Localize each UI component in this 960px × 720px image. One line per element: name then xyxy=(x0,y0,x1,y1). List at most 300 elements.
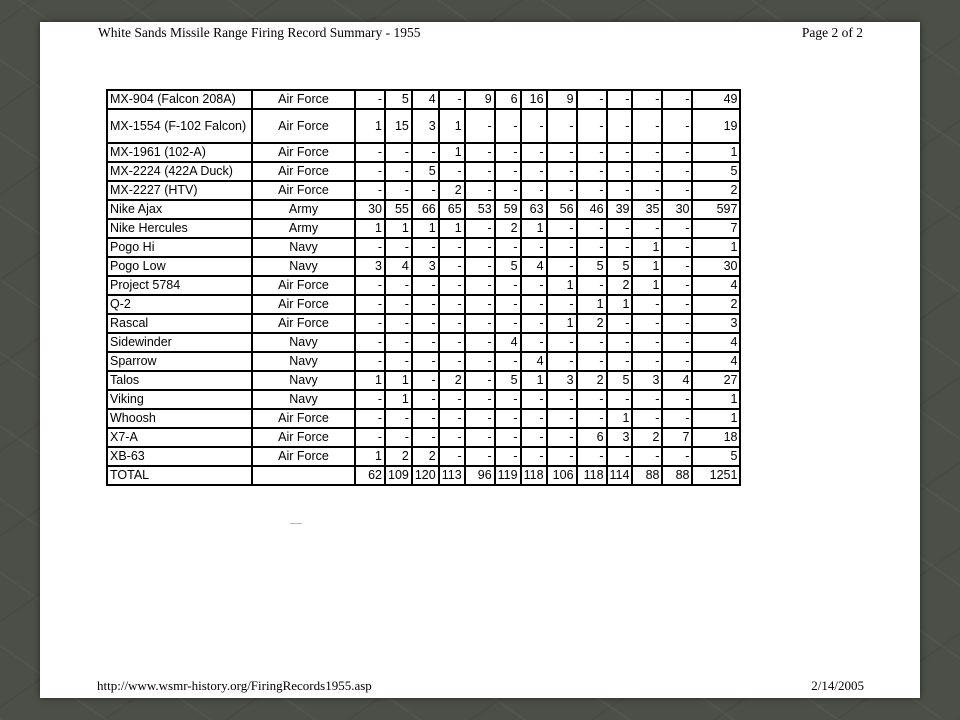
table-row xyxy=(107,371,740,390)
month-count-cell: 1 xyxy=(547,314,577,333)
month-count-cell: - xyxy=(412,295,439,314)
missile-name-cell: MX-1554 (F-102 Falcon) xyxy=(107,109,252,143)
month-count-cell: - xyxy=(521,295,547,314)
month-count-cell: - xyxy=(662,409,692,428)
month-count-cell: - xyxy=(439,257,465,276)
month-count-cell: - xyxy=(607,143,633,162)
month-count-cell: - xyxy=(577,162,607,181)
month-count-cell: 63 xyxy=(521,200,547,219)
month-count-cell: - xyxy=(632,90,662,109)
month-count-cell: - xyxy=(577,276,607,295)
month-count-cell: 1 xyxy=(632,276,662,295)
month-count-cell: - xyxy=(632,447,662,466)
month-count-cell: - xyxy=(607,238,633,257)
service-cell: Navy xyxy=(252,238,355,257)
month-count-cell: 2 xyxy=(577,371,607,390)
row-total-cell: 30 xyxy=(692,257,740,276)
month-count-cell: 3 xyxy=(412,257,439,276)
month-count-cell: - xyxy=(521,390,547,409)
month-count-cell: - xyxy=(577,143,607,162)
month-count-cell: 1 xyxy=(547,276,577,295)
row-total-cell: 5 xyxy=(692,162,740,181)
month-count-cell: - xyxy=(355,295,385,314)
month-count-cell: 2 xyxy=(385,447,412,466)
service-cell: Air Force xyxy=(252,428,355,447)
month-count-cell: - xyxy=(607,181,633,200)
month-count-cell: - xyxy=(412,390,439,409)
month-count-cell: 120 xyxy=(412,466,439,485)
service-cell xyxy=(252,466,355,485)
service-cell: Air Force xyxy=(252,181,355,200)
missile-name-cell: MX-2224 (422A Duck) xyxy=(107,162,252,181)
month-count-cell: - xyxy=(547,352,577,371)
month-count-cell: - xyxy=(495,447,521,466)
month-count-cell: - xyxy=(547,162,577,181)
month-count-cell: - xyxy=(495,428,521,447)
document-page xyxy=(40,22,920,698)
month-count-cell: - xyxy=(465,295,495,314)
table-row xyxy=(107,276,740,295)
table-row xyxy=(107,428,740,447)
month-count-cell: - xyxy=(385,181,412,200)
row-total-cell: 2 xyxy=(692,181,740,200)
month-count-cell: 1 xyxy=(439,109,465,143)
month-count-cell: - xyxy=(547,409,577,428)
missile-name-cell: Sparrow xyxy=(107,352,252,371)
month-count-cell: - xyxy=(577,352,607,371)
month-count-cell: - xyxy=(632,181,662,200)
month-count-cell: - xyxy=(632,390,662,409)
month-count-cell: - xyxy=(632,333,662,352)
month-count-cell: 4 xyxy=(412,90,439,109)
month-count-cell: - xyxy=(521,181,547,200)
month-count-cell: 118 xyxy=(577,466,607,485)
month-count-cell: 1 xyxy=(355,219,385,238)
month-count-cell: 1 xyxy=(385,390,412,409)
month-count-cell: - xyxy=(355,428,385,447)
month-count-cell: 114 xyxy=(607,466,633,485)
missile-name-cell: X7-A xyxy=(107,428,252,447)
month-count-cell: - xyxy=(439,314,465,333)
month-count-cell: - xyxy=(465,333,495,352)
month-count-cell: 88 xyxy=(662,466,692,485)
month-count-cell: 2 xyxy=(607,276,633,295)
row-total-cell: 4 xyxy=(692,333,740,352)
month-count-cell: 2 xyxy=(439,371,465,390)
month-count-cell: - xyxy=(547,390,577,409)
missile-name-cell: TOTAL xyxy=(107,466,252,485)
month-count-cell: 4 xyxy=(521,352,547,371)
missile-name-cell: Rascal xyxy=(107,314,252,333)
service-cell: Navy xyxy=(252,333,355,352)
row-total-cell: 4 xyxy=(692,276,740,295)
month-count-cell: - xyxy=(465,390,495,409)
missile-name-cell: XB-63 xyxy=(107,447,252,466)
row-total-cell: 2 xyxy=(692,295,740,314)
month-count-cell: 5 xyxy=(607,257,633,276)
month-count-cell: - xyxy=(495,162,521,181)
row-total-cell: 1 xyxy=(692,143,740,162)
month-count-cell: - xyxy=(662,181,692,200)
service-cell: Navy xyxy=(252,257,355,276)
month-count-cell: 62 xyxy=(355,466,385,485)
month-count-cell: - xyxy=(662,390,692,409)
missile-name-cell: MX-1961 (102-A) xyxy=(107,143,252,162)
month-count-cell: 2 xyxy=(577,314,607,333)
month-count-cell: 3 xyxy=(607,428,633,447)
service-cell: Navy xyxy=(252,371,355,390)
month-count-cell: - xyxy=(439,162,465,181)
table-row xyxy=(107,409,740,428)
missile-name-cell: Nike Hercules xyxy=(107,219,252,238)
month-count-cell: - xyxy=(465,181,495,200)
missile-name-cell: Pogo Hi xyxy=(107,238,252,257)
service-cell: Air Force xyxy=(252,162,355,181)
header-page-number: Page 2 of 2 xyxy=(801,25,863,40)
month-count-cell: - xyxy=(465,276,495,295)
table-row xyxy=(107,200,740,219)
row-total-cell: 5 xyxy=(692,447,740,466)
month-count-cell: - xyxy=(577,409,607,428)
month-count-cell: - xyxy=(412,143,439,162)
month-count-cell: 1 xyxy=(521,371,547,390)
month-count-cell: 1 xyxy=(632,238,662,257)
month-count-cell: 2 xyxy=(495,219,521,238)
month-count-cell: - xyxy=(355,314,385,333)
month-count-cell: 1 xyxy=(439,219,465,238)
month-count-cell: - xyxy=(412,333,439,352)
table-row xyxy=(107,333,740,352)
month-count-cell: - xyxy=(355,276,385,295)
month-count-cell: 59 xyxy=(495,200,521,219)
month-count-cell: - xyxy=(355,352,385,371)
month-count-cell: - xyxy=(632,295,662,314)
table-row xyxy=(107,219,740,238)
service-cell: Air Force xyxy=(252,447,355,466)
month-count-cell: 2 xyxy=(412,447,439,466)
month-count-cell: - xyxy=(385,238,412,257)
month-count-cell: - xyxy=(355,162,385,181)
service-cell: Air Force xyxy=(252,90,355,109)
month-count-cell: - xyxy=(547,447,577,466)
month-count-cell: - xyxy=(465,219,495,238)
month-count-cell: - xyxy=(385,352,412,371)
total-row xyxy=(107,466,740,485)
service-cell: Air Force xyxy=(252,409,355,428)
month-count-cell: - xyxy=(607,447,633,466)
month-count-cell: - xyxy=(385,409,412,428)
table-row xyxy=(107,109,740,143)
month-count-cell: - xyxy=(385,143,412,162)
service-cell: Air Force xyxy=(252,314,355,333)
month-count-cell: 1 xyxy=(521,219,547,238)
month-count-cell: 16 xyxy=(521,90,547,109)
month-count-cell: - xyxy=(521,109,547,143)
month-count-cell: - xyxy=(607,314,633,333)
month-count-cell: - xyxy=(632,219,662,238)
month-count-cell: - xyxy=(439,428,465,447)
month-count-cell: 1 xyxy=(385,371,412,390)
month-count-cell: 4 xyxy=(495,333,521,352)
month-count-cell: - xyxy=(495,109,521,143)
service-cell: Air Force xyxy=(252,143,355,162)
month-count-cell: - xyxy=(577,447,607,466)
month-count-cell: - xyxy=(439,295,465,314)
month-count-cell: 5 xyxy=(495,371,521,390)
table-row xyxy=(107,295,740,314)
service-cell: Navy xyxy=(252,390,355,409)
service-cell: Army xyxy=(252,219,355,238)
month-count-cell: - xyxy=(465,238,495,257)
month-count-cell: - xyxy=(412,276,439,295)
month-count-cell: - xyxy=(412,314,439,333)
month-count-cell: 5 xyxy=(577,257,607,276)
row-total-cell: 27 xyxy=(692,371,740,390)
month-count-cell: - xyxy=(662,352,692,371)
month-count-cell: - xyxy=(662,276,692,295)
month-count-cell: - xyxy=(632,409,662,428)
month-count-cell: - xyxy=(439,409,465,428)
row-total-cell: 597 xyxy=(692,200,740,219)
month-count-cell: 1 xyxy=(607,295,633,314)
month-count-cell: - xyxy=(521,143,547,162)
month-count-cell: - xyxy=(439,352,465,371)
month-count-cell: - xyxy=(439,447,465,466)
row-total-cell: 1251 xyxy=(692,466,740,485)
month-count-cell: - xyxy=(495,181,521,200)
month-count-cell: - xyxy=(547,109,577,143)
month-count-cell: 3 xyxy=(355,257,385,276)
month-count-cell: - xyxy=(577,90,607,109)
month-count-cell: 53 xyxy=(465,200,495,219)
month-count-cell: - xyxy=(495,409,521,428)
month-count-cell: - xyxy=(465,257,495,276)
month-count-cell: - xyxy=(385,162,412,181)
month-count-cell: - xyxy=(495,238,521,257)
table-row xyxy=(107,390,740,409)
service-cell: Air Force xyxy=(252,295,355,314)
month-count-cell: - xyxy=(465,314,495,333)
month-count-cell: - xyxy=(632,314,662,333)
table-row xyxy=(107,90,740,109)
table-row xyxy=(107,238,740,257)
row-total-cell: 1 xyxy=(692,409,740,428)
month-count-cell: - xyxy=(465,428,495,447)
month-count-cell: - xyxy=(662,109,692,143)
month-count-cell: - xyxy=(495,276,521,295)
month-count-cell: - xyxy=(495,295,521,314)
month-count-cell: - xyxy=(385,276,412,295)
month-count-cell: - xyxy=(521,409,547,428)
month-count-cell: - xyxy=(465,371,495,390)
missile-name-cell: MX-2227 (HTV) xyxy=(107,181,252,200)
month-count-cell: 9 xyxy=(547,90,577,109)
month-count-cell: - xyxy=(355,390,385,409)
month-count-cell: - xyxy=(547,257,577,276)
month-count-cell: - xyxy=(521,314,547,333)
month-count-cell: - xyxy=(355,238,385,257)
row-total-cell: 3 xyxy=(692,314,740,333)
month-count-cell: - xyxy=(412,352,439,371)
month-count-cell: 35 xyxy=(632,200,662,219)
month-count-cell: - xyxy=(607,90,633,109)
missile-name-cell: Pogo Low xyxy=(107,257,252,276)
month-count-cell: - xyxy=(385,428,412,447)
month-count-cell: - xyxy=(662,90,692,109)
month-count-cell: - xyxy=(521,333,547,352)
month-count-cell: 4 xyxy=(385,257,412,276)
firing-record-table xyxy=(106,89,741,486)
month-count-cell: - xyxy=(607,352,633,371)
month-count-cell: 1 xyxy=(577,295,607,314)
month-count-cell: - xyxy=(662,219,692,238)
row-total-cell: 7 xyxy=(692,219,740,238)
table-row xyxy=(107,143,740,162)
month-count-cell: 1 xyxy=(385,219,412,238)
service-cell: Air Force xyxy=(252,109,355,143)
month-count-cell: - xyxy=(662,333,692,352)
month-count-cell: 5 xyxy=(385,90,412,109)
month-count-cell: - xyxy=(521,162,547,181)
month-count-cell: 106 xyxy=(547,466,577,485)
month-count-cell: - xyxy=(547,238,577,257)
month-count-cell: 65 xyxy=(439,200,465,219)
month-count-cell: - xyxy=(662,447,692,466)
month-count-cell: 1 xyxy=(632,257,662,276)
month-count-cell: - xyxy=(439,238,465,257)
month-count-cell: - xyxy=(439,333,465,352)
row-total-cell: 4 xyxy=(692,352,740,371)
month-count-cell: - xyxy=(385,295,412,314)
month-count-cell: - xyxy=(465,109,495,143)
month-count-cell: - xyxy=(662,162,692,181)
month-count-cell: - xyxy=(355,409,385,428)
month-count-cell: 39 xyxy=(607,200,633,219)
month-count-cell: - xyxy=(547,143,577,162)
month-count-cell: 2 xyxy=(439,181,465,200)
month-count-cell: - xyxy=(495,352,521,371)
month-count-cell: - xyxy=(577,219,607,238)
month-count-cell: 1 xyxy=(355,447,385,466)
month-count-cell: - xyxy=(355,90,385,109)
month-count-cell: - xyxy=(607,219,633,238)
header-title: White Sands Missile Range Firing Record Summary - 1955 xyxy=(98,25,421,40)
month-count-cell: - xyxy=(632,352,662,371)
month-count-cell: 3 xyxy=(547,371,577,390)
month-count-cell: - xyxy=(355,143,385,162)
month-count-cell: - xyxy=(632,109,662,143)
month-count-cell: - xyxy=(385,314,412,333)
month-count-cell: 113 xyxy=(439,466,465,485)
month-count-cell: - xyxy=(521,428,547,447)
row-total-cell: 1 xyxy=(692,390,740,409)
month-count-cell: 6 xyxy=(495,90,521,109)
missile-name-cell: Q-2 xyxy=(107,295,252,314)
missile-name-cell: Sidewinder xyxy=(107,333,252,352)
month-count-cell: - xyxy=(577,333,607,352)
month-count-cell: - xyxy=(662,238,692,257)
month-count-cell: - xyxy=(521,276,547,295)
month-count-cell: 46 xyxy=(577,200,607,219)
month-count-cell: - xyxy=(439,90,465,109)
month-count-cell: - xyxy=(607,109,633,143)
month-count-cell: 96 xyxy=(465,466,495,485)
month-count-cell: - xyxy=(412,409,439,428)
month-count-cell: - xyxy=(412,371,439,390)
month-count-cell: - xyxy=(465,143,495,162)
month-count-cell: - xyxy=(412,181,439,200)
month-count-cell: - xyxy=(412,238,439,257)
row-total-cell: 18 xyxy=(692,428,740,447)
month-count-cell: 3 xyxy=(632,371,662,390)
month-count-cell: 1 xyxy=(607,409,633,428)
month-count-cell: 5 xyxy=(412,162,439,181)
table-row xyxy=(107,181,740,200)
month-count-cell: 1 xyxy=(355,371,385,390)
month-count-cell: - xyxy=(577,181,607,200)
month-count-cell: 109 xyxy=(385,466,412,485)
month-count-cell: 9 xyxy=(465,90,495,109)
missile-name-cell: Talos xyxy=(107,371,252,390)
table-row xyxy=(107,257,740,276)
service-cell: Navy xyxy=(252,352,355,371)
month-count-cell: - xyxy=(412,428,439,447)
row-total-cell: 49 xyxy=(692,90,740,109)
month-count-cell: - xyxy=(465,352,495,371)
month-count-cell: - xyxy=(465,447,495,466)
month-count-cell: 56 xyxy=(547,200,577,219)
month-count-cell: - xyxy=(385,333,412,352)
month-count-cell: - xyxy=(521,447,547,466)
month-count-cell: 2 xyxy=(632,428,662,447)
table-row xyxy=(107,447,740,466)
table-row xyxy=(107,352,740,371)
scan-speck xyxy=(290,523,302,524)
month-count-cell: 66 xyxy=(412,200,439,219)
month-count-cell: - xyxy=(495,390,521,409)
month-count-cell: 1 xyxy=(439,143,465,162)
missile-name-cell: Nike Ajax xyxy=(107,200,252,219)
month-count-cell: 30 xyxy=(355,200,385,219)
month-count-cell: - xyxy=(547,295,577,314)
month-count-cell: 88 xyxy=(632,466,662,485)
month-count-cell: - xyxy=(521,238,547,257)
month-count-cell: - xyxy=(607,162,633,181)
month-count-cell: - xyxy=(355,333,385,352)
month-count-cell: 3 xyxy=(412,109,439,143)
month-count-cell: 7 xyxy=(662,428,692,447)
month-count-cell: - xyxy=(662,314,692,333)
month-count-cell: - xyxy=(607,333,633,352)
missile-name-cell: Whoosh xyxy=(107,409,252,428)
month-count-cell: - xyxy=(632,162,662,181)
row-total-cell: 19 xyxy=(692,109,740,143)
table-row xyxy=(107,314,740,333)
month-count-cell: 15 xyxy=(385,109,412,143)
month-count-cell: - xyxy=(547,333,577,352)
month-count-cell: 30 xyxy=(662,200,692,219)
row-total-cell: 1 xyxy=(692,238,740,257)
month-count-cell: 4 xyxy=(662,371,692,390)
month-count-cell: - xyxy=(355,181,385,200)
month-count-cell: - xyxy=(662,295,692,314)
month-count-cell: 1 xyxy=(412,219,439,238)
month-count-cell: 1 xyxy=(355,109,385,143)
month-count-cell: 118 xyxy=(521,466,547,485)
month-count-cell: - xyxy=(465,162,495,181)
month-count-cell: - xyxy=(547,181,577,200)
service-cell: Army xyxy=(252,200,355,219)
